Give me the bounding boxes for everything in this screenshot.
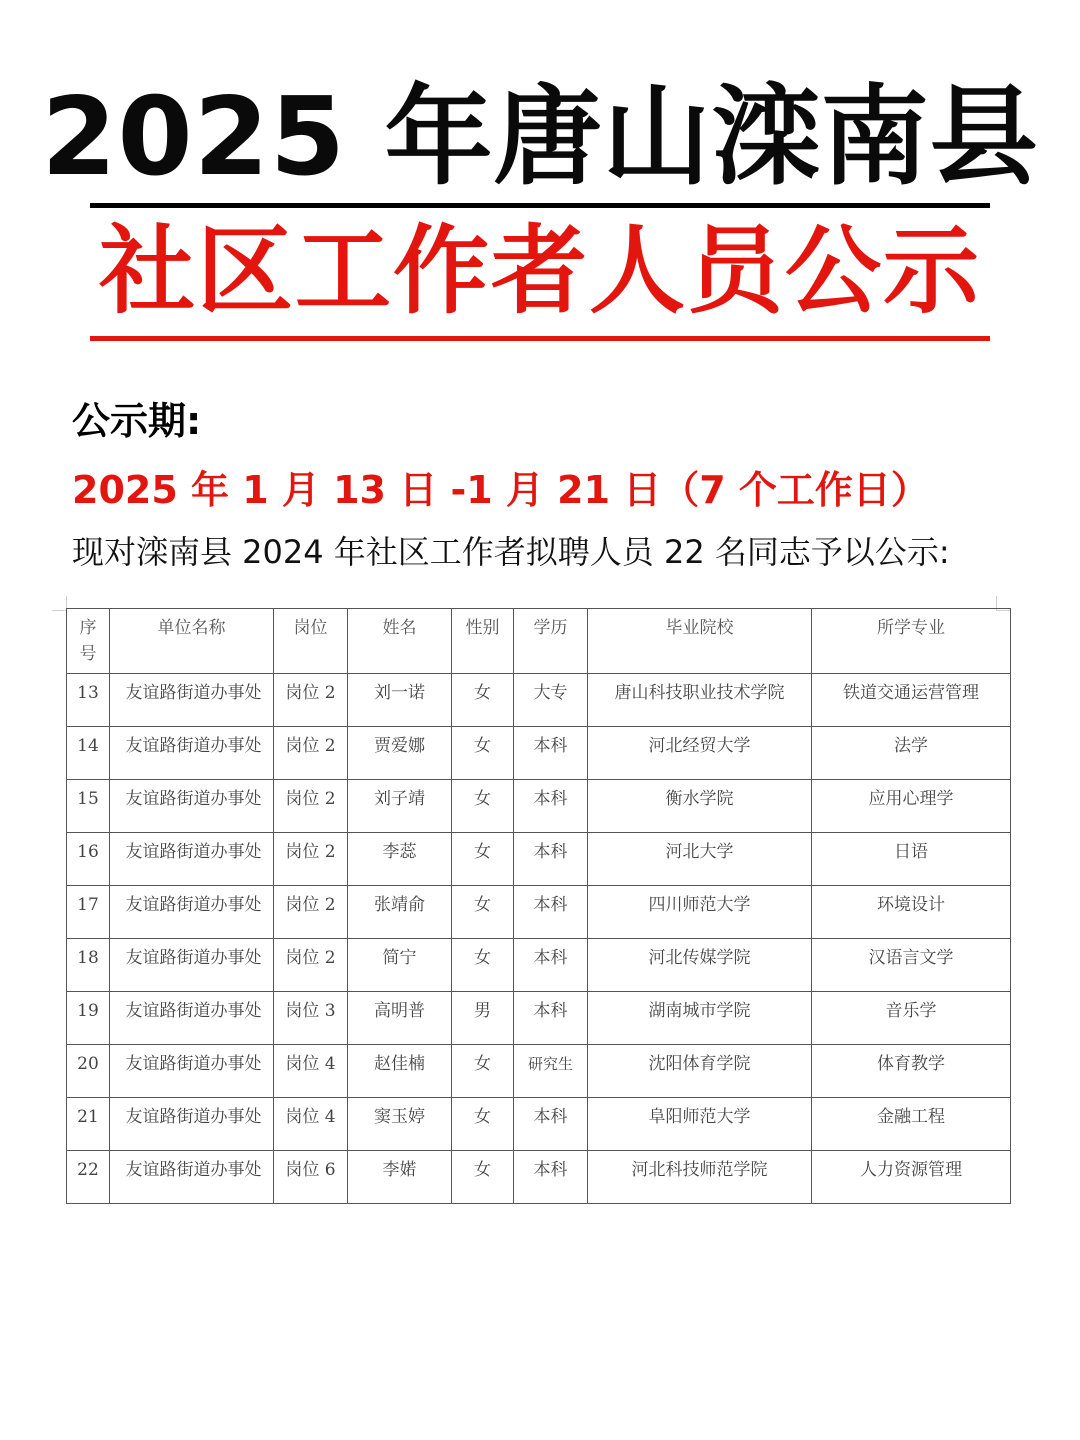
table-body: [67, 674, 1011, 1204]
table-row: [67, 727, 1011, 780]
table-row: [67, 886, 1011, 939]
column-header-school: 毕业院校: [588, 609, 812, 674]
cell-school: 河北科技师范学院: [588, 1151, 812, 1204]
cell-education: 本科: [514, 992, 588, 1045]
cell-post: 岗位 2: [274, 833, 348, 886]
cell-school: 衡水学院: [588, 780, 812, 833]
table-row: [67, 1098, 1011, 1151]
cell-post: 岗位 2: [274, 674, 348, 727]
cell-major: 金融工程: [812, 1098, 1011, 1151]
table-row: [67, 780, 1011, 833]
cell-seq: 17: [67, 886, 110, 939]
cell-seq: 18: [67, 939, 110, 992]
cell-name: 窦玉婷: [348, 1098, 452, 1151]
cell-name: 李蕊: [348, 833, 452, 886]
table-row: [67, 1045, 1011, 1098]
page-title-line1: 2025 年唐山滦南县: [41, 75, 1039, 200]
cell-seq: 20: [67, 1045, 110, 1098]
cell-major: 音乐学: [812, 992, 1011, 1045]
cell-name: 简宁: [348, 939, 452, 992]
column-header-unit: 单位名称: [110, 609, 274, 674]
cell-post: 岗位 2: [274, 886, 348, 939]
cell-post: 岗位 4: [274, 1098, 348, 1151]
cell-seq: 22: [67, 1151, 110, 1204]
cell-school: 湖南城市学院: [588, 992, 812, 1045]
cell-unit: 友谊路街道办事处: [110, 1151, 274, 1204]
cell-education: 本科: [514, 1098, 588, 1151]
cell-major: 铁道交通运营管理: [812, 674, 1011, 727]
cell-school: 四川师范大学: [588, 886, 812, 939]
cell-name: 刘子靖: [348, 780, 452, 833]
cell-post: 岗位 4: [274, 1045, 348, 1098]
cell-gender: 女: [452, 939, 514, 992]
cell-post: 岗位 3: [274, 992, 348, 1045]
cell-unit: 友谊路街道办事处: [110, 992, 274, 1045]
cell-school: 沈阳体育学院: [588, 1045, 812, 1098]
period-dates: 2025 年 1 月 13 日 -1 月 21 日（7 个工作日）: [72, 468, 929, 512]
cell-name: 张靖俞: [348, 886, 452, 939]
cell-seq: 13: [67, 674, 110, 727]
table-row: [67, 992, 1011, 1045]
cell-seq: 14: [67, 727, 110, 780]
cell-education: 本科: [514, 727, 588, 780]
cell-school: 河北传媒学院: [588, 939, 812, 992]
cell-gender: 女: [452, 674, 514, 727]
cell-major: 法学: [812, 727, 1011, 780]
cell-name: 赵佳楠: [348, 1045, 452, 1098]
cell-seq: 16: [67, 833, 110, 886]
staff-table: [66, 608, 1011, 1204]
title-divider-black: [90, 203, 990, 208]
cell-gender: 女: [452, 780, 514, 833]
cell-seq: 15: [67, 780, 110, 833]
cell-major: 应用心理学: [812, 780, 1011, 833]
cell-education: 研究生: [514, 1045, 588, 1098]
cell-seq: 21: [67, 1098, 110, 1151]
cell-name: 李婼: [348, 1151, 452, 1204]
table-row: [67, 833, 1011, 886]
cell-education: 本科: [514, 886, 588, 939]
cell-unit: 友谊路街道办事处: [110, 780, 274, 833]
cell-gender: 女: [452, 1045, 514, 1098]
table-row: [67, 1151, 1011, 1204]
cell-school: 河北经贸大学: [588, 727, 812, 780]
column-header-name: 姓名: [348, 609, 452, 674]
cell-school: 河北大学: [588, 833, 812, 886]
cell-unit: 友谊路街道办事处: [110, 1045, 274, 1098]
cell-gender: 女: [452, 1098, 514, 1151]
cell-education: 大专: [514, 674, 588, 727]
cell-unit: 友谊路街道办事处: [110, 1098, 274, 1151]
cell-unit: 友谊路街道办事处: [110, 674, 274, 727]
cell-education: 本科: [514, 939, 588, 992]
cell-post: 岗位 2: [274, 727, 348, 780]
cell-gender: 女: [452, 1151, 514, 1204]
cell-unit: 友谊路街道办事处: [110, 833, 274, 886]
page-title-line2: 社区工作者人员公示: [99, 215, 981, 327]
cell-education: 本科: [514, 833, 588, 886]
cell-gender: 女: [452, 833, 514, 886]
table-row: [67, 674, 1011, 727]
cell-education: 本科: [514, 780, 588, 833]
cell-major: 人力资源管理: [812, 1151, 1011, 1204]
cell-school: 阜阳师范大学: [588, 1098, 812, 1151]
table-row: [67, 939, 1011, 992]
cell-education: 本科: [514, 1151, 588, 1204]
cell-school: 唐山科技职业技术学院: [588, 674, 812, 727]
column-header-education: 学历: [514, 609, 588, 674]
cell-name: 刘一诺: [348, 674, 452, 727]
period-label: 公示期:: [72, 399, 202, 443]
crop-mark-left: [52, 596, 67, 611]
cell-major: 环境设计: [812, 886, 1011, 939]
cell-name: 贾爱娜: [348, 727, 452, 780]
cell-gender: 男: [452, 992, 514, 1045]
column-header-gender: 性别: [452, 609, 514, 674]
column-header-major: 所学专业: [812, 609, 1011, 674]
cell-major: 日语: [812, 833, 1011, 886]
cell-post: 岗位 6: [274, 1151, 348, 1204]
cell-unit: 友谊路街道办事处: [110, 939, 274, 992]
cell-gender: 女: [452, 886, 514, 939]
cell-name: 高明普: [348, 992, 452, 1045]
cell-unit: 友谊路街道办事处: [110, 727, 274, 780]
intro-text: 现对滦南县 2024 年社区工作者拟聘人员 22 名同志予以公示:: [72, 533, 950, 571]
staff-table-container: [66, 608, 1010, 1204]
cell-major: 体育教学: [812, 1045, 1011, 1098]
column-header-seq: 序号: [67, 609, 110, 674]
title-divider-red: [90, 336, 990, 341]
cell-post: 岗位 2: [274, 939, 348, 992]
cell-unit: 友谊路街道办事处: [110, 886, 274, 939]
cell-seq: 19: [67, 992, 110, 1045]
cell-gender: 女: [452, 727, 514, 780]
column-header-post: 岗位: [274, 609, 348, 674]
table-header-row: [67, 609, 1011, 674]
cell-post: 岗位 2: [274, 780, 348, 833]
cell-major: 汉语言文学: [812, 939, 1011, 992]
